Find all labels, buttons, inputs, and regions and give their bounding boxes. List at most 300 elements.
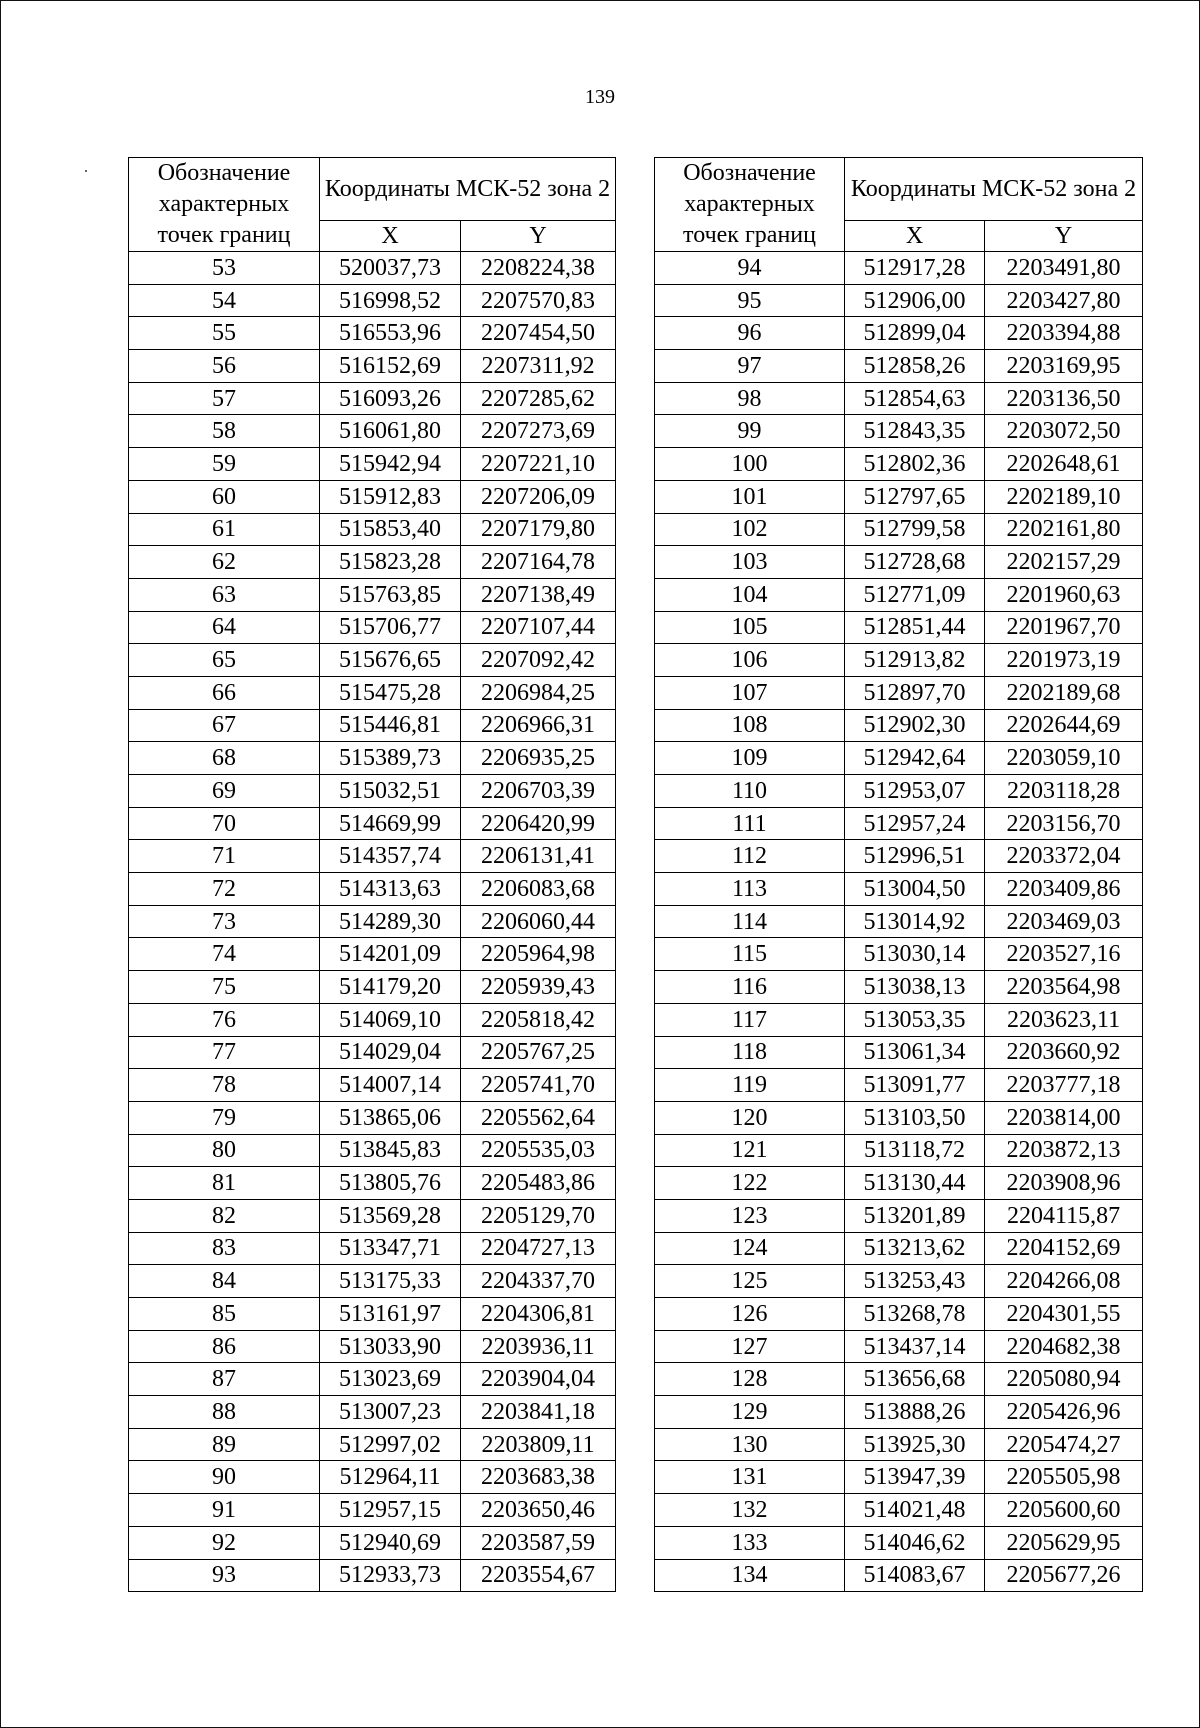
y-coordinate-cell: 2203777,18	[985, 1069, 1143, 1102]
point-id-cell: 115	[655, 938, 845, 971]
x-coordinate-cell: 513865,06	[320, 1101, 461, 1134]
y-coordinate-cell: 2207454,50	[461, 317, 616, 350]
y-coordinate-cell: 2203469,03	[985, 905, 1143, 938]
x-coordinate-cell: 513103,50	[845, 1101, 985, 1134]
point-id-cell: 65	[129, 644, 320, 677]
x-coordinate-cell: 513030,14	[845, 938, 985, 971]
x-coordinate-cell: 513268,78	[845, 1298, 985, 1331]
x-coordinate-cell: 512940,69	[320, 1526, 461, 1559]
x-coordinate-cell: 516061,80	[320, 415, 461, 448]
point-id-cell: 133	[655, 1526, 845, 1559]
table-row	[655, 480, 1143, 513]
point-id-cell: 93	[129, 1559, 320, 1592]
y-coordinate-cell: 2203554,67	[461, 1559, 616, 1592]
point-id-cell: 72	[129, 873, 320, 906]
table-row	[655, 1428, 1143, 1461]
y-coordinate-cell: 2207273,69	[461, 415, 616, 448]
point-id-cell: 62	[129, 546, 320, 579]
point-id-cell: 128	[655, 1363, 845, 1396]
y-coordinate-cell: 2203936,11	[461, 1330, 616, 1363]
table-row	[129, 350, 616, 383]
table-row	[655, 252, 1143, 285]
y-coordinate-cell: 2202189,10	[985, 480, 1143, 513]
table-row	[655, 1199, 1143, 1232]
y-coordinate-cell: 2203156,70	[985, 807, 1143, 840]
table-row	[655, 971, 1143, 1004]
x-coordinate-cell: 512851,44	[845, 611, 985, 644]
point-id-cell: 129	[655, 1396, 845, 1429]
y-coordinate-cell: 2204682,38	[985, 1330, 1143, 1363]
x-coordinate-cell: 515942,94	[320, 448, 461, 481]
y-coordinate-cell: 2204266,08	[985, 1265, 1143, 1298]
table-row	[655, 644, 1143, 677]
table-row	[655, 1232, 1143, 1265]
point-id-cell: 108	[655, 709, 845, 742]
point-id-cell: 63	[129, 578, 320, 611]
x-coordinate-cell: 513437,14	[845, 1330, 985, 1363]
y-coordinate-cell: 2207311,92	[461, 350, 616, 383]
table-row	[655, 1461, 1143, 1494]
point-id-cell: 92	[129, 1526, 320, 1559]
table-row	[129, 611, 616, 644]
point-id-cell: 113	[655, 873, 845, 906]
table-row	[129, 1134, 616, 1167]
table-row	[129, 905, 616, 938]
table-row	[129, 1330, 616, 1363]
y-coordinate-cell: 2207092,42	[461, 644, 616, 677]
y-coordinate-cell: 2205818,42	[461, 1003, 616, 1036]
point-id-cell: 120	[655, 1101, 845, 1134]
x-coordinate-cell: 515389,73	[320, 742, 461, 775]
y-coordinate-cell: 2205767,25	[461, 1036, 616, 1069]
point-id-cell: 116	[655, 971, 845, 1004]
x-coordinate-cell: 513888,26	[845, 1396, 985, 1429]
x-coordinate-cell: 515475,28	[320, 676, 461, 709]
table-row	[655, 775, 1143, 808]
x-coordinate-cell: 513004,50	[845, 873, 985, 906]
point-id-cell: 58	[129, 415, 320, 448]
x-coordinate-cell: 515853,40	[320, 513, 461, 546]
x-coordinate-cell: 512858,26	[845, 350, 985, 383]
point-id-cell: 86	[129, 1330, 320, 1363]
x-coordinate-cell: 512843,35	[845, 415, 985, 448]
y-coordinate-cell: 2205474,27	[985, 1428, 1143, 1461]
table-row	[655, 1265, 1143, 1298]
x-coordinate-cell: 512854,63	[845, 382, 985, 415]
point-id-cell: 77	[129, 1036, 320, 1069]
table-row	[655, 905, 1143, 938]
x-coordinate-cell: 513130,44	[845, 1167, 985, 1200]
y-coordinate-cell: 2203409,86	[985, 873, 1143, 906]
x-coordinate-cell: 512933,73	[320, 1559, 461, 1592]
point-id-cell: 119	[655, 1069, 845, 1102]
table-row	[129, 807, 616, 840]
point-id-cell: 76	[129, 1003, 320, 1036]
x-coordinate-cell: 512997,02	[320, 1428, 461, 1461]
x-coordinate-cell: 514313,63	[320, 873, 461, 906]
y-coordinate-cell: 2204115,87	[985, 1199, 1143, 1232]
point-id-cell: 68	[129, 742, 320, 775]
point-id-cell: 74	[129, 938, 320, 971]
x-coordinate-cell: 512996,51	[845, 840, 985, 873]
table-row	[129, 1428, 616, 1461]
x-coordinate-cell: 512953,07	[845, 775, 985, 808]
table-row	[129, 1003, 616, 1036]
y-coordinate-cell: 2203372,04	[985, 840, 1143, 873]
y-coordinate-cell: 2203809,11	[461, 1428, 616, 1461]
x-coordinate-cell: 514007,14	[320, 1069, 461, 1102]
x-coordinate-cell: 512917,28	[845, 252, 985, 285]
table-row	[655, 840, 1143, 873]
header-y: Y	[985, 221, 1143, 252]
point-id-cell: 104	[655, 578, 845, 611]
table-row	[129, 1199, 616, 1232]
y-coordinate-cell: 2205483,86	[461, 1167, 616, 1200]
table-row	[129, 546, 616, 579]
point-id-cell: 61	[129, 513, 320, 546]
x-coordinate-cell: 512902,30	[845, 709, 985, 742]
y-coordinate-cell: 2203660,92	[985, 1036, 1143, 1069]
point-id-cell: 59	[129, 448, 320, 481]
y-coordinate-cell: 2205562,64	[461, 1101, 616, 1134]
y-coordinate-cell: 2206083,68	[461, 873, 616, 906]
header-coordinates: Координаты МСК-52 зона 2	[320, 158, 616, 221]
x-coordinate-cell: 513061,34	[845, 1036, 985, 1069]
table-row	[655, 415, 1143, 448]
y-coordinate-cell: 2206935,25	[461, 742, 616, 775]
y-coordinate-cell: 2205600,60	[985, 1494, 1143, 1527]
y-coordinate-cell: 2203059,10	[985, 742, 1143, 775]
x-coordinate-cell: 512802,36	[845, 448, 985, 481]
point-id-cell: 127	[655, 1330, 845, 1363]
y-coordinate-cell: 2207138,49	[461, 578, 616, 611]
point-id-cell: 112	[655, 840, 845, 873]
point-id-cell: 95	[655, 284, 845, 317]
x-coordinate-cell: 513569,28	[320, 1199, 461, 1232]
y-coordinate-cell: 2206966,31	[461, 709, 616, 742]
y-coordinate-cell: 2204727,13	[461, 1232, 616, 1265]
table-row	[129, 1069, 616, 1102]
header-designation: Обозначение характерных точек границ	[129, 158, 320, 252]
y-coordinate-cell: 2202644,69	[985, 709, 1143, 742]
y-coordinate-cell: 2201973,19	[985, 644, 1143, 677]
table-row	[129, 1526, 616, 1559]
x-coordinate-cell: 514201,09	[320, 938, 461, 971]
y-coordinate-cell: 2205939,43	[461, 971, 616, 1004]
x-coordinate-cell: 514021,48	[845, 1494, 985, 1527]
table-row	[655, 873, 1143, 906]
point-id-cell: 55	[129, 317, 320, 350]
y-coordinate-cell: 2207285,62	[461, 382, 616, 415]
x-coordinate-cell: 513805,76	[320, 1167, 461, 1200]
x-coordinate-cell: 515706,77	[320, 611, 461, 644]
point-id-cell: 102	[655, 513, 845, 546]
table-row	[129, 840, 616, 873]
table-row	[655, 546, 1143, 579]
table-row	[129, 938, 616, 971]
x-coordinate-cell: 514669,99	[320, 807, 461, 840]
x-coordinate-cell: 512899,04	[845, 317, 985, 350]
y-coordinate-cell: 2204301,55	[985, 1298, 1143, 1331]
table-row	[129, 742, 616, 775]
point-id-cell: 56	[129, 350, 320, 383]
x-coordinate-cell: 513213,62	[845, 1232, 985, 1265]
table-row	[655, 350, 1143, 383]
y-coordinate-cell: 2207164,78	[461, 546, 616, 579]
y-coordinate-cell: 2203872,13	[985, 1134, 1143, 1167]
table-row	[655, 1363, 1143, 1396]
point-id-cell: 84	[129, 1265, 320, 1298]
y-coordinate-cell: 2203394,88	[985, 317, 1143, 350]
table-row	[129, 644, 616, 677]
y-coordinate-cell: 2206420,99	[461, 807, 616, 840]
x-coordinate-cell: 513845,83	[320, 1134, 461, 1167]
coordinates-table-right	[654, 157, 1143, 1592]
point-id-cell: 122	[655, 1167, 845, 1200]
page-number: 139	[585, 86, 615, 108]
x-coordinate-cell: 513053,35	[845, 1003, 985, 1036]
header-x: X	[845, 221, 985, 252]
table-row	[655, 938, 1143, 971]
point-id-cell: 73	[129, 905, 320, 938]
y-coordinate-cell: 2203623,11	[985, 1003, 1143, 1036]
point-id-cell: 132	[655, 1494, 845, 1527]
y-coordinate-cell: 2207179,80	[461, 513, 616, 546]
point-id-cell: 91	[129, 1494, 320, 1527]
y-coordinate-cell: 2203527,16	[985, 938, 1143, 971]
x-coordinate-cell: 515446,81	[320, 709, 461, 742]
x-coordinate-cell: 513175,33	[320, 1265, 461, 1298]
table-row	[129, 709, 616, 742]
header-x: X	[320, 221, 461, 252]
table-row	[129, 578, 616, 611]
point-id-cell: 69	[129, 775, 320, 808]
y-coordinate-cell: 2203814,00	[985, 1101, 1143, 1134]
point-id-cell: 94	[655, 252, 845, 285]
x-coordinate-cell: 514289,30	[320, 905, 461, 938]
x-coordinate-cell: 513947,39	[845, 1461, 985, 1494]
table-row	[655, 1069, 1143, 1102]
table-row	[129, 1298, 616, 1331]
y-coordinate-cell: 2203683,38	[461, 1461, 616, 1494]
y-coordinate-cell: 2202648,61	[985, 448, 1143, 481]
x-coordinate-cell: 512906,00	[845, 284, 985, 317]
point-id-cell: 107	[655, 676, 845, 709]
point-id-cell: 123	[655, 1199, 845, 1232]
y-coordinate-cell: 2203169,95	[985, 350, 1143, 383]
table-row	[655, 742, 1143, 775]
x-coordinate-cell: 512913,82	[845, 644, 985, 677]
point-id-cell: 78	[129, 1069, 320, 1102]
y-coordinate-cell: 2203587,59	[461, 1526, 616, 1559]
x-coordinate-cell: 513038,13	[845, 971, 985, 1004]
y-coordinate-cell: 2203427,80	[985, 284, 1143, 317]
x-coordinate-cell: 513925,30	[845, 1428, 985, 1461]
table-row	[129, 1494, 616, 1527]
y-coordinate-cell: 2202157,29	[985, 546, 1143, 579]
y-coordinate-cell: 2205741,70	[461, 1069, 616, 1102]
table-row	[655, 1298, 1143, 1331]
point-id-cell: 130	[655, 1428, 845, 1461]
table-row	[655, 382, 1143, 415]
table-row	[129, 1265, 616, 1298]
y-coordinate-cell: 2201967,70	[985, 611, 1143, 644]
y-coordinate-cell: 2204306,81	[461, 1298, 616, 1331]
point-id-cell: 66	[129, 676, 320, 709]
table-row	[129, 448, 616, 481]
x-coordinate-cell: 514357,74	[320, 840, 461, 873]
y-coordinate-cell: 2206131,41	[461, 840, 616, 873]
y-coordinate-cell: 2207206,09	[461, 480, 616, 513]
y-coordinate-cell: 2206060,44	[461, 905, 616, 938]
table-row	[129, 1167, 616, 1200]
x-coordinate-cell: 515912,83	[320, 480, 461, 513]
y-coordinate-cell: 2203136,50	[985, 382, 1143, 415]
x-coordinate-cell: 512964,11	[320, 1461, 461, 1494]
x-coordinate-cell: 513347,71	[320, 1232, 461, 1265]
point-id-cell: 88	[129, 1396, 320, 1429]
point-id-cell: 110	[655, 775, 845, 808]
y-coordinate-cell: 2207107,44	[461, 611, 616, 644]
table-row	[129, 317, 616, 350]
header-designation: Обозначение характерных точек границ	[655, 158, 845, 252]
y-coordinate-cell: 2203908,96	[985, 1167, 1143, 1200]
point-id-cell: 64	[129, 611, 320, 644]
table-row	[129, 513, 616, 546]
point-id-cell: 79	[129, 1101, 320, 1134]
table-row	[129, 1396, 616, 1429]
table-row	[129, 1232, 616, 1265]
point-id-cell: 71	[129, 840, 320, 873]
x-coordinate-cell: 513656,68	[845, 1363, 985, 1396]
point-id-cell: 101	[655, 480, 845, 513]
point-id-cell: 103	[655, 546, 845, 579]
y-coordinate-cell: 2203841,18	[461, 1396, 616, 1429]
point-id-cell: 117	[655, 1003, 845, 1036]
point-id-cell: 85	[129, 1298, 320, 1331]
x-coordinate-cell: 513253,43	[845, 1265, 985, 1298]
point-id-cell: 98	[655, 382, 845, 415]
x-coordinate-cell: 512897,70	[845, 676, 985, 709]
x-coordinate-cell: 513033,90	[320, 1330, 461, 1363]
point-id-cell: 134	[655, 1559, 845, 1592]
x-coordinate-cell: 515676,65	[320, 644, 461, 677]
table-row	[129, 1036, 616, 1069]
point-id-cell: 70	[129, 807, 320, 840]
x-coordinate-cell: 515823,28	[320, 546, 461, 579]
y-coordinate-cell: 2205677,26	[985, 1559, 1143, 1592]
x-coordinate-cell: 513161,97	[320, 1298, 461, 1331]
point-id-cell: 60	[129, 480, 320, 513]
x-coordinate-cell: 512942,64	[845, 742, 985, 775]
x-coordinate-cell: 514083,67	[845, 1559, 985, 1592]
x-coordinate-cell: 514029,04	[320, 1036, 461, 1069]
x-coordinate-cell: 516093,26	[320, 382, 461, 415]
y-coordinate-cell: 2204337,70	[461, 1265, 616, 1298]
y-coordinate-cell: 2202161,80	[985, 513, 1143, 546]
point-id-cell: 106	[655, 644, 845, 677]
y-coordinate-cell: 2205426,96	[985, 1396, 1143, 1429]
header-coordinates: Координаты МСК-52 зона 2	[845, 158, 1143, 221]
table-row	[129, 415, 616, 448]
table-row	[655, 1526, 1143, 1559]
x-coordinate-cell: 516998,52	[320, 284, 461, 317]
point-id-cell: 99	[655, 415, 845, 448]
y-coordinate-cell: 2203650,46	[461, 1494, 616, 1527]
header-y: Y	[461, 221, 616, 252]
point-id-cell: 131	[655, 1461, 845, 1494]
x-coordinate-cell: 512771,09	[845, 578, 985, 611]
point-id-cell: 67	[129, 709, 320, 742]
table-row	[655, 1396, 1143, 1429]
table-row	[129, 971, 616, 1004]
x-coordinate-cell: 515032,51	[320, 775, 461, 808]
point-id-cell: 81	[129, 1167, 320, 1200]
x-coordinate-cell: 512797,65	[845, 480, 985, 513]
x-coordinate-cell: 514179,20	[320, 971, 461, 1004]
point-id-cell: 54	[129, 284, 320, 317]
table-row	[129, 1363, 616, 1396]
point-id-cell: 83	[129, 1232, 320, 1265]
y-coordinate-cell: 2208224,38	[461, 252, 616, 285]
x-coordinate-cell: 520037,73	[320, 252, 461, 285]
table-row	[129, 873, 616, 906]
point-id-cell: 96	[655, 317, 845, 350]
point-id-cell: 125	[655, 1265, 845, 1298]
x-coordinate-cell: 514069,10	[320, 1003, 461, 1036]
y-coordinate-cell: 2203564,98	[985, 971, 1143, 1004]
y-coordinate-cell: 2207570,83	[461, 284, 616, 317]
y-coordinate-cell: 2205129,70	[461, 1199, 616, 1232]
y-coordinate-cell: 2206703,39	[461, 775, 616, 808]
point-id-cell: 126	[655, 1298, 845, 1331]
point-id-cell: 87	[129, 1363, 320, 1396]
table-row	[655, 1003, 1143, 1036]
table-row	[129, 252, 616, 285]
point-id-cell: 75	[129, 971, 320, 1004]
y-coordinate-cell: 2205535,03	[461, 1134, 616, 1167]
table-row	[655, 1559, 1143, 1592]
x-coordinate-cell: 512728,68	[845, 546, 985, 579]
y-coordinate-cell: 2202189,68	[985, 676, 1143, 709]
point-id-cell: 121	[655, 1134, 845, 1167]
x-coordinate-cell: 512957,15	[320, 1494, 461, 1527]
y-coordinate-cell: 2205629,95	[985, 1526, 1143, 1559]
table-row	[655, 1101, 1143, 1134]
table-row	[655, 513, 1143, 546]
x-coordinate-cell: 516152,69	[320, 350, 461, 383]
table-row	[655, 284, 1143, 317]
table-row	[129, 382, 616, 415]
table-row	[655, 709, 1143, 742]
point-id-cell: 105	[655, 611, 845, 644]
y-coordinate-cell: 2205964,98	[461, 938, 616, 971]
x-coordinate-cell: 513014,92	[845, 905, 985, 938]
x-coordinate-cell: 515763,85	[320, 578, 461, 611]
point-id-cell: 114	[655, 905, 845, 938]
table-row	[655, 676, 1143, 709]
table-row	[655, 317, 1143, 350]
table-row	[655, 1036, 1143, 1069]
y-coordinate-cell: 2201960,63	[985, 578, 1143, 611]
scan-speck	[85, 170, 87, 172]
table-row	[129, 480, 616, 513]
point-id-cell: 53	[129, 252, 320, 285]
x-coordinate-cell: 513118,72	[845, 1134, 985, 1167]
x-coordinate-cell: 513023,69	[320, 1363, 461, 1396]
y-coordinate-cell: 2203118,28	[985, 775, 1143, 808]
point-id-cell: 97	[655, 350, 845, 383]
